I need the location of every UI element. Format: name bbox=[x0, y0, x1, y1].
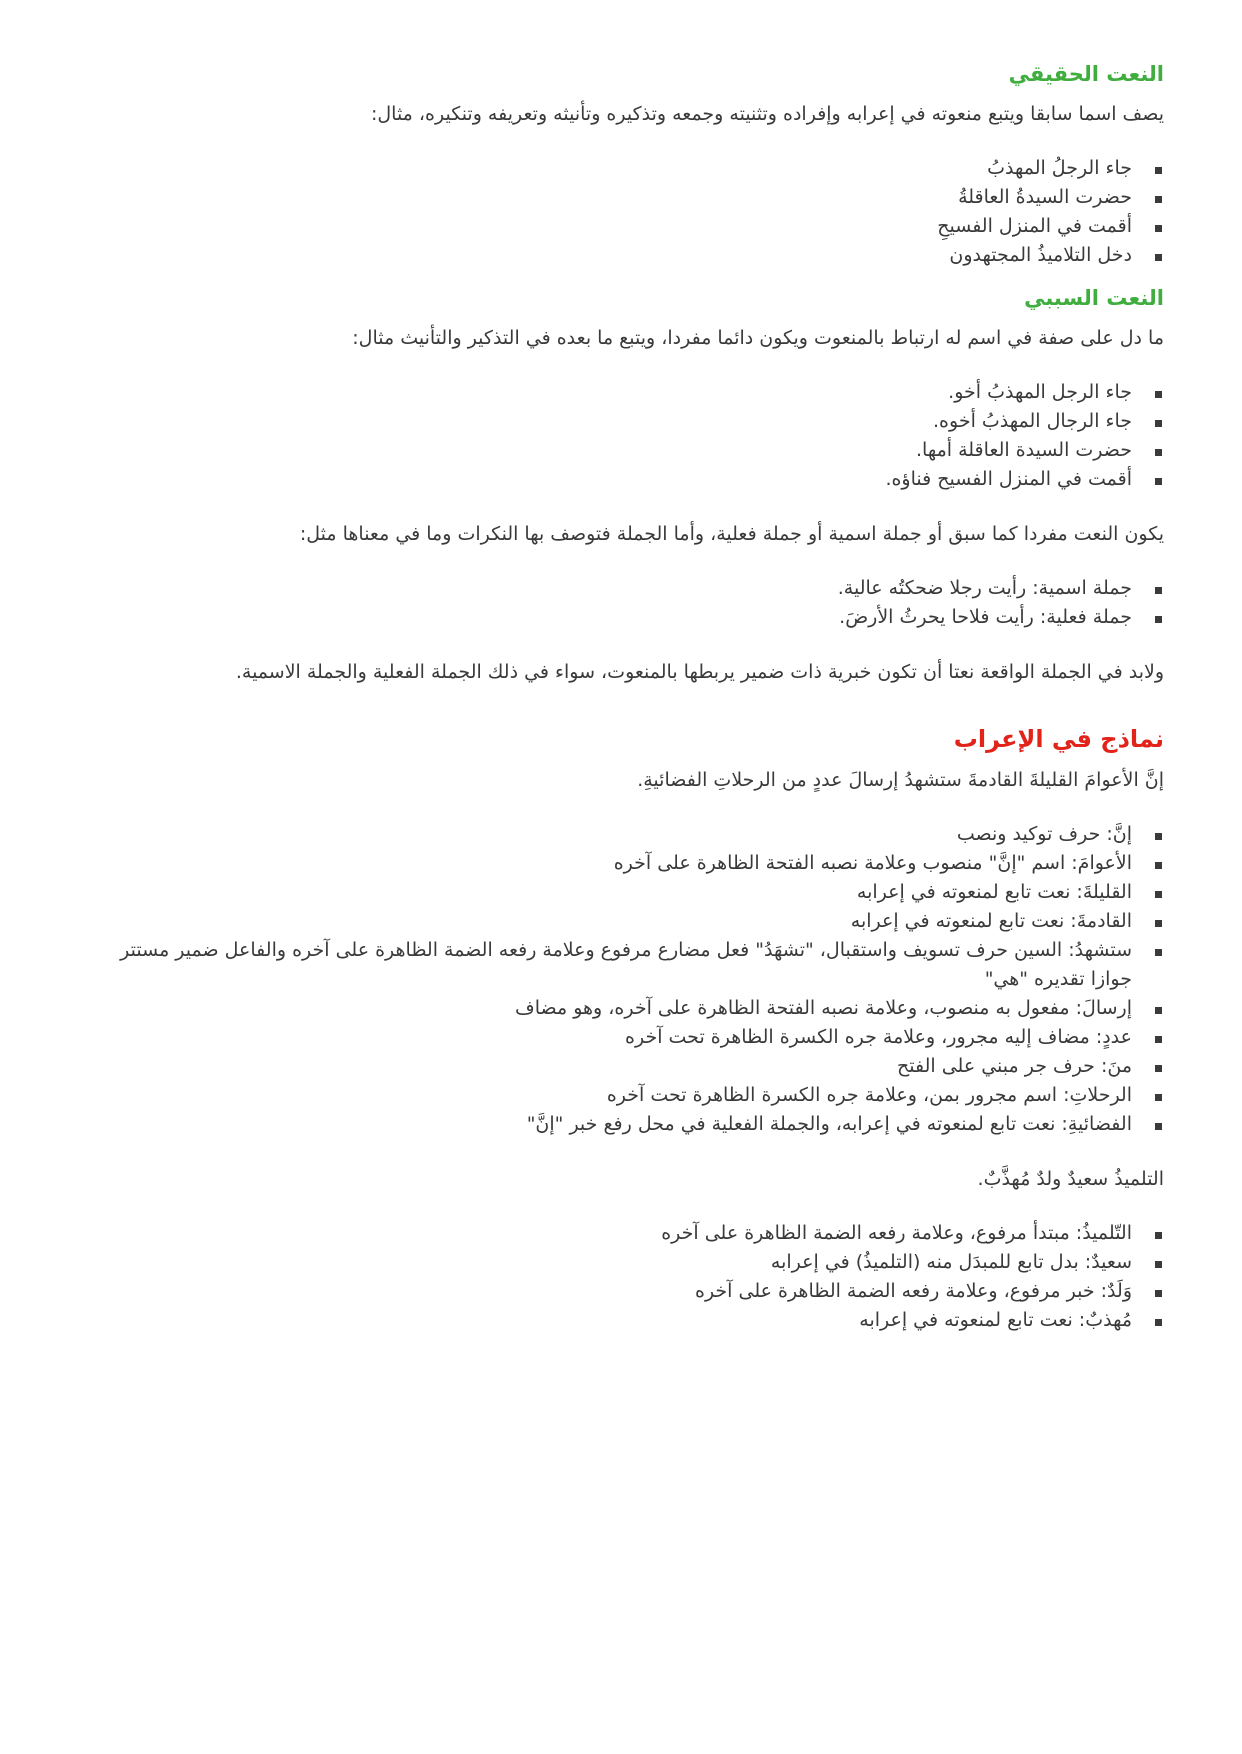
list-item: جملة فعلية: رأيت فلاحا يحرثُ الأرضَ. bbox=[78, 603, 1132, 632]
list-item: عددٍ: مضاف إليه مجرور، وعلامة جره الكسرة الظاهرة تحت آخره bbox=[78, 1023, 1132, 1052]
list-item: القليلةَ: نعت تابع لمنعوته في إعرابه bbox=[78, 878, 1132, 907]
adjective-sentence-note: ولابد في الجملة الواقعة نعتا أن تكون خبرية ذات ضمير يربطها بالمنعوت، سواء في ذلك الجملة الفعلية والجملة الاسمية. bbox=[235, 661, 1164, 683]
parsing-sentence-2: التلميذُ سعيدٌ ولدٌ مُهذَّبٌ. bbox=[977, 1168, 1164, 1190]
heading-real-adjective: النعت الحقيقي bbox=[1008, 62, 1164, 86]
list-item: وَلَدٌ: خبر مرفوع، وعلامة رفعه الضمة الظاهرة على آخره bbox=[78, 1277, 1132, 1306]
list-item: حضرت السيدةُ العاقلةُ bbox=[78, 183, 1132, 212]
parsing-list-1 bbox=[78, 820, 1164, 1139]
list-item: الأعوامَ: اسم "إنَّ" منصوب وعلامة نصبه الفتحة الظاهرة على آخره bbox=[78, 849, 1132, 878]
list-item: إنَّ: حرف توكيد ونصب bbox=[78, 820, 1132, 849]
adjective-forms-paragraph: يكون النعت مفردا كما سبق أو جملة اسمية أو جملة فعلية، وأما الجملة فتوصف بها النكرات وما في معناها مثل: bbox=[299, 523, 1164, 545]
list-item: الرحلاتِ: اسم مجرور بمن، وعلامة جره الكسرة الظاهرة تحت آخره bbox=[78, 1081, 1132, 1110]
causal-adjective-examples bbox=[78, 378, 1164, 494]
list-item: جاء الرجل المهذبُ أخو. bbox=[78, 378, 1132, 407]
list-item: القادمةَ: نعت تابع لمنعوته في إعرابه bbox=[78, 907, 1132, 936]
real-adjective-definition: يصف اسما سابقا ويتبع منعوته في إعرابه وإفراده وتثنيته وجمعه وتذكيره وتأنيثه وتعريفه وتنكيره، مثال: bbox=[370, 103, 1164, 125]
parsing-list-2 bbox=[78, 1219, 1164, 1335]
list-item: إرسالَ: مفعول به منصوب، وعلامة نصبه الفتحة الظاهرة على آخره، وهو مضاف bbox=[78, 994, 1132, 1023]
list-item: دخل التلاميذُ المجتهدون bbox=[78, 241, 1132, 270]
causal-adjective-definition: ما دل على صفة في اسم له ارتباط بالمنعوت ويكون دائما مفردا، ويتبع ما بعده في التذكير والتأنيث مثال: bbox=[352, 327, 1164, 349]
list-item: أقمت في المنزل الفسيحِ bbox=[78, 212, 1132, 241]
list-item: جملة اسمية: رأيت رجلا ضحكتُه عالية. bbox=[78, 574, 1132, 603]
heading-parsing-examples: نماذج في الإعراب bbox=[953, 725, 1164, 753]
list-item: التّلميذُ: مبتدأ مرفوع، وعلامة رفعه الضمة الظاهرة على آخره bbox=[78, 1219, 1132, 1248]
parsing-sentence-1: إنَّ الأعوامَ القليلةَ القادمةَ ستشهدُ إرسالَ عددٍ من الرحلاتِ الفضائيةِ. bbox=[637, 769, 1164, 791]
adjective-forms-examples bbox=[78, 574, 1164, 632]
list-item: حضرت السيدة العاقلة أمها. bbox=[78, 436, 1132, 465]
list-item: سعيدٌ: بدل تابع للمبدَل منه (التلميذُ) في إعرابه bbox=[78, 1248, 1132, 1277]
list-item: أقمت في المنزل الفسيح فناؤه. bbox=[78, 465, 1132, 494]
list-item: جاء الرجلُ المهذبُ bbox=[78, 154, 1132, 183]
list-item: جاء الرجال المهذبُ أخوه. bbox=[78, 407, 1132, 436]
heading-causal-adjective: النعت السببي bbox=[1024, 286, 1164, 310]
list-item: مُهذبٌ: نعت تابع لمنعوته في إعرابه bbox=[78, 1306, 1132, 1335]
real-adjective-examples bbox=[78, 154, 1164, 270]
list-item: الفضائيةِ: نعت تابع لمنعوته في إعرابه، والجملة الفعلية في محل رفع خبر "إنَّ" bbox=[78, 1110, 1132, 1139]
list-item: منَ: حرف جر مبني على الفتح bbox=[78, 1052, 1132, 1081]
list-item: ستشهدُ: السين حرف تسويف واستقبال، "تشهَدُ" فعل مضارع مرفوع وعلامة رفعه الضمة الظاهرة على آخره والفاعل ضمير مستتر جوازا تقديره "هي" bbox=[78, 936, 1132, 994]
